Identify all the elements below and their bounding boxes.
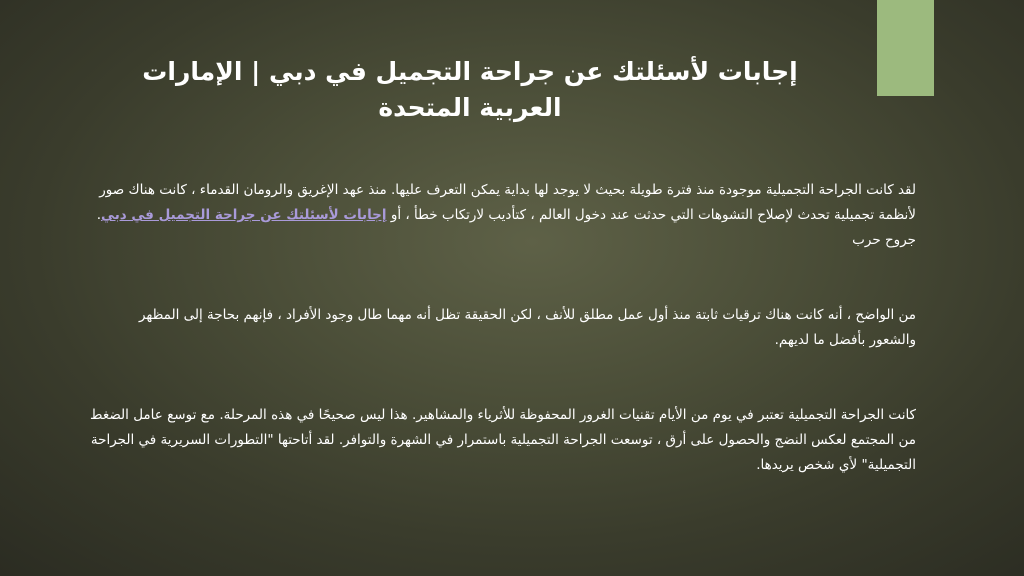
paragraph-1-tail: . جروح حرب [96,207,916,248]
paragraph-1-text: لقد كانت الجراحة التجميلية موجودة منذ فترة طويلة بحيث لا يوجد لها بداية يمكن التعرف عليها. منذ عهد الإغريق والرومان القدماء ، كانت هناك صور لأنظمة تجميلية تحدث لإصلاح التشوهات التي حدثت عند دخول العالم ، كتأديب لارتكاب خطأ ، أو [99,182,916,223]
slide-body [90,178,916,478]
paragraph-2: من الواضح ، أنه كانت هناك ترقيات ثابتة منذ أول عمل مطلق للأنف ، لكن الحقيقة تظل أنه مهما طال وجود الأفراد ، فإنهم بحاجة إلى المظهر والشعور بأفضل ما لديهم. [138,307,916,348]
slide-title: إجابات لأسئلتك عن جراحة التجميل في دبي | الإمارات العربية المتحدة [142,57,798,122]
accent-rectangle [877,0,934,96]
paragraph-3: كانت الجراحة التجميلية تعتبر في يوم من الأيام تقنيات الغرور المحفوظة للأثرياء والمشاهير. هذا ليس صحيحًا في هذه المرحلة. مع توسع عامل الضغط من المجتمع لعكس النضج والحصول على أرق ، توسعت الجراحة التجميلية باستمرار في الشهرة والتوافر. لقد أتاحتها "التطورات السريرية في الجراحة التجميلية" لأي شخص يريدها. [90,407,916,473]
article-link[interactable]: إجابات لأسئلتك عن جراحة التجميل في دبي [101,207,387,223]
paragraph-1 [90,178,916,253]
